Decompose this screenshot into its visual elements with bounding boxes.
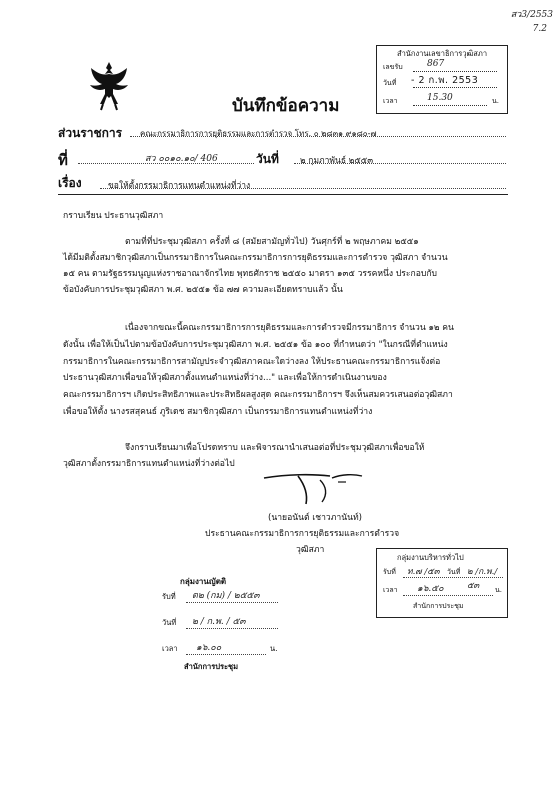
- paragraph-line: ประธานวุฒิสภาเพื่อขอให้วุฒิสภาตั้งแทนตำแหน่งที่ว่าง..." และเพื่อให้การดำเนินงานของ: [63, 373, 387, 384]
- receipt-date-label: วันที่: [383, 79, 397, 87]
- paragraph-line: ๑๕ คน ตามรัฐธรรมนูญแห่งราชอาณาจักรไทย พุทธศักราช ๒๕๕๐ มาตรา ๑๓๕ วรรคหนึ่ง ประกอบกับ: [63, 269, 438, 279]
- paragraph-line: วุฒิสภาตั้งกรรมาธิการแทนตำแหน่งที่ว่างต่อไป: [63, 459, 235, 469]
- ref-label: ที่: [58, 151, 68, 169]
- receipt-no-value: 867: [427, 59, 445, 69]
- paragraph-line: ดังนั้น เพื่อให้เป็นไปตามข้อบังคับการประชุมวุฒิสภา พ.ศ. ๒๕๕๑ ข้อ ๑๐๐ ที่กำหนดว่า "ในกรณีที่ตำแหน่ง: [63, 339, 448, 350]
- stamp-left-time-label: เวลา: [162, 644, 178, 653]
- signatory-name: (นายอนันต์ เชาวภานันท์): [268, 513, 362, 523]
- memo-date-label: วันที่: [256, 152, 279, 166]
- stamp-right-time-value: ๑๖.๕๐: [417, 584, 444, 594]
- stamp-right-date-value: ๒ /ก.พ./๕๓: [467, 567, 498, 591]
- memo-title: บันทึกข้อความ: [232, 96, 340, 116]
- receipt-time-suffix: น.: [491, 97, 499, 105]
- stamp-left: [152, 575, 282, 695]
- stamp-left-time-suffix: น.: [270, 644, 278, 653]
- signatory-org: วุฒิสภา: [296, 545, 325, 555]
- memo-date-value: ๒ กุมภาพันธ์ ๒๕๕๓: [300, 156, 374, 166]
- garuda-emblem-icon: [88, 60, 130, 112]
- stamp-left-no-value: ต๒ (กม) / ๒๕๕๓: [192, 591, 260, 601]
- receipt-date-value: - 2 ก.พ. 2553: [411, 75, 479, 86]
- signature-mark-icon: [258, 468, 368, 508]
- stamp-right-no-label: รับที่: [383, 568, 396, 576]
- receipt-stamp: [376, 45, 508, 114]
- stamp-left-date-value: ๒ / ก.พ. / ๕๓: [192, 617, 246, 627]
- receipt-time-label: เวลา: [383, 97, 398, 105]
- paragraph-1: [63, 234, 503, 298]
- stamp-right-time-suffix: น.: [495, 586, 503, 594]
- stamp-right-no-value: ท.๗ /๕๓: [407, 567, 440, 577]
- subject-value: ขอให้ตั้งกรรมาธิการแทนตำแหน่งที่ว่าง: [108, 181, 251, 191]
- stamp-right: [376, 548, 508, 618]
- stamp-right-office: สำนักการประชุม: [413, 602, 464, 610]
- paragraph-line: เนื่องจากขณะนี้คณะกรรมาธิการการยุติธรรมและการตำรวจมีกรรมาธิการ จำนวน ๑๒ คน: [125, 323, 454, 333]
- ref-value: สว ๐๐๑๐.๑๐/ 406: [145, 154, 218, 164]
- paragraph-line: กรรมาธิการในคณะกรรมาธิการสามัญประจำวุฒิสภาคณะใดว่างลง ให้ประธานคณะกรรมาธิการแจ้งต่อ: [63, 356, 441, 367]
- signatory-position: ประธานคณะกรรมาธิการการยุติธรรมและการตำรวจ: [205, 529, 400, 539]
- corner-note-line1: สว3/2553: [510, 10, 553, 20]
- paragraph-line: จึงกราบเรียนมาเพื่อโปรดทราบ และพิจารณานำเสนอต่อที่ประชุมวุฒิสภาเพื่อขอให้: [125, 443, 425, 453]
- stamp-left-office: สำนักการประชุม: [184, 662, 239, 671]
- salutation: กราบเรียน ประธานวุฒิสภา: [63, 211, 164, 221]
- receipt-no-label: เลขรับ: [383, 63, 403, 71]
- paragraph-line: เพื่อขอให้ตั้ง นางรสสุคนธ์ ภูริเดช สมาชิกวุฒิสภา เป็นกรรมาธิการแทนตำแหน่งที่ว่าง: [63, 406, 373, 417]
- paragraph-line: ได้มีมติตั้งสมาชิกวุฒิสภาเป็นกรรมาธิการในคณะกรรมาธิการการยุติธรรมและการตำรวจ วุฒิสภา จำนวน: [63, 253, 448, 263]
- paragraph-2: [63, 320, 503, 421]
- stamp-left-group: กลุ่มงานญัตติ: [180, 577, 227, 586]
- stamp-right-time-label: เวลา: [383, 586, 398, 594]
- stamp-right-group: กลุ่มงานบริหารทั่วไป: [397, 553, 464, 562]
- paragraph-line: คณะกรรมาธิการฯ เกิดประสิทธิภาพและประสิทธิผลสูงสุด คณะกรรมาธิการฯ จึงเห็นสมควรเสนอต่อวุฒิสภา: [63, 390, 453, 401]
- corner-note: [505, 8, 553, 36]
- corner-note-line2: 7.2: [532, 24, 547, 34]
- receipt-stamp-office: สำนักงานเลขาธิการวุฒิสภา: [397, 49, 488, 58]
- receipt-time-value: 15.30: [427, 93, 453, 103]
- subject-label: เรื่อง: [58, 176, 82, 190]
- stamp-left-time-value: ๑๖.๐๐: [196, 643, 222, 653]
- department-value: คณะกรรมาธิการการยุติธรรมและการตำรวจ โทร. ๐ ๒๘๓๑ ๙๑๘๐-๗: [140, 129, 377, 138]
- stamp-left-date-label: วันที่: [162, 618, 177, 627]
- stamp-left-no-label: รับที่: [162, 592, 176, 601]
- department-label: ส่วนราชการ: [58, 126, 123, 140]
- paragraph-line: ข้อบังคับการประชุมวุฒิสภา พ.ศ. ๒๕๕๑ ข้อ ๗๗ ความละเอียดทราบแล้ว นั้น: [63, 285, 343, 295]
- stamp-right-date-label: วันที่: [447, 568, 461, 576]
- paragraph-line: ตามที่ที่ประชุมวุฒิสภา ครั้งที่ ๘ (สมัยสามัญทั่วไป) วันศุกร์ที่ ๒ พฤษภาคม ๒๕๕๑: [125, 237, 419, 247]
